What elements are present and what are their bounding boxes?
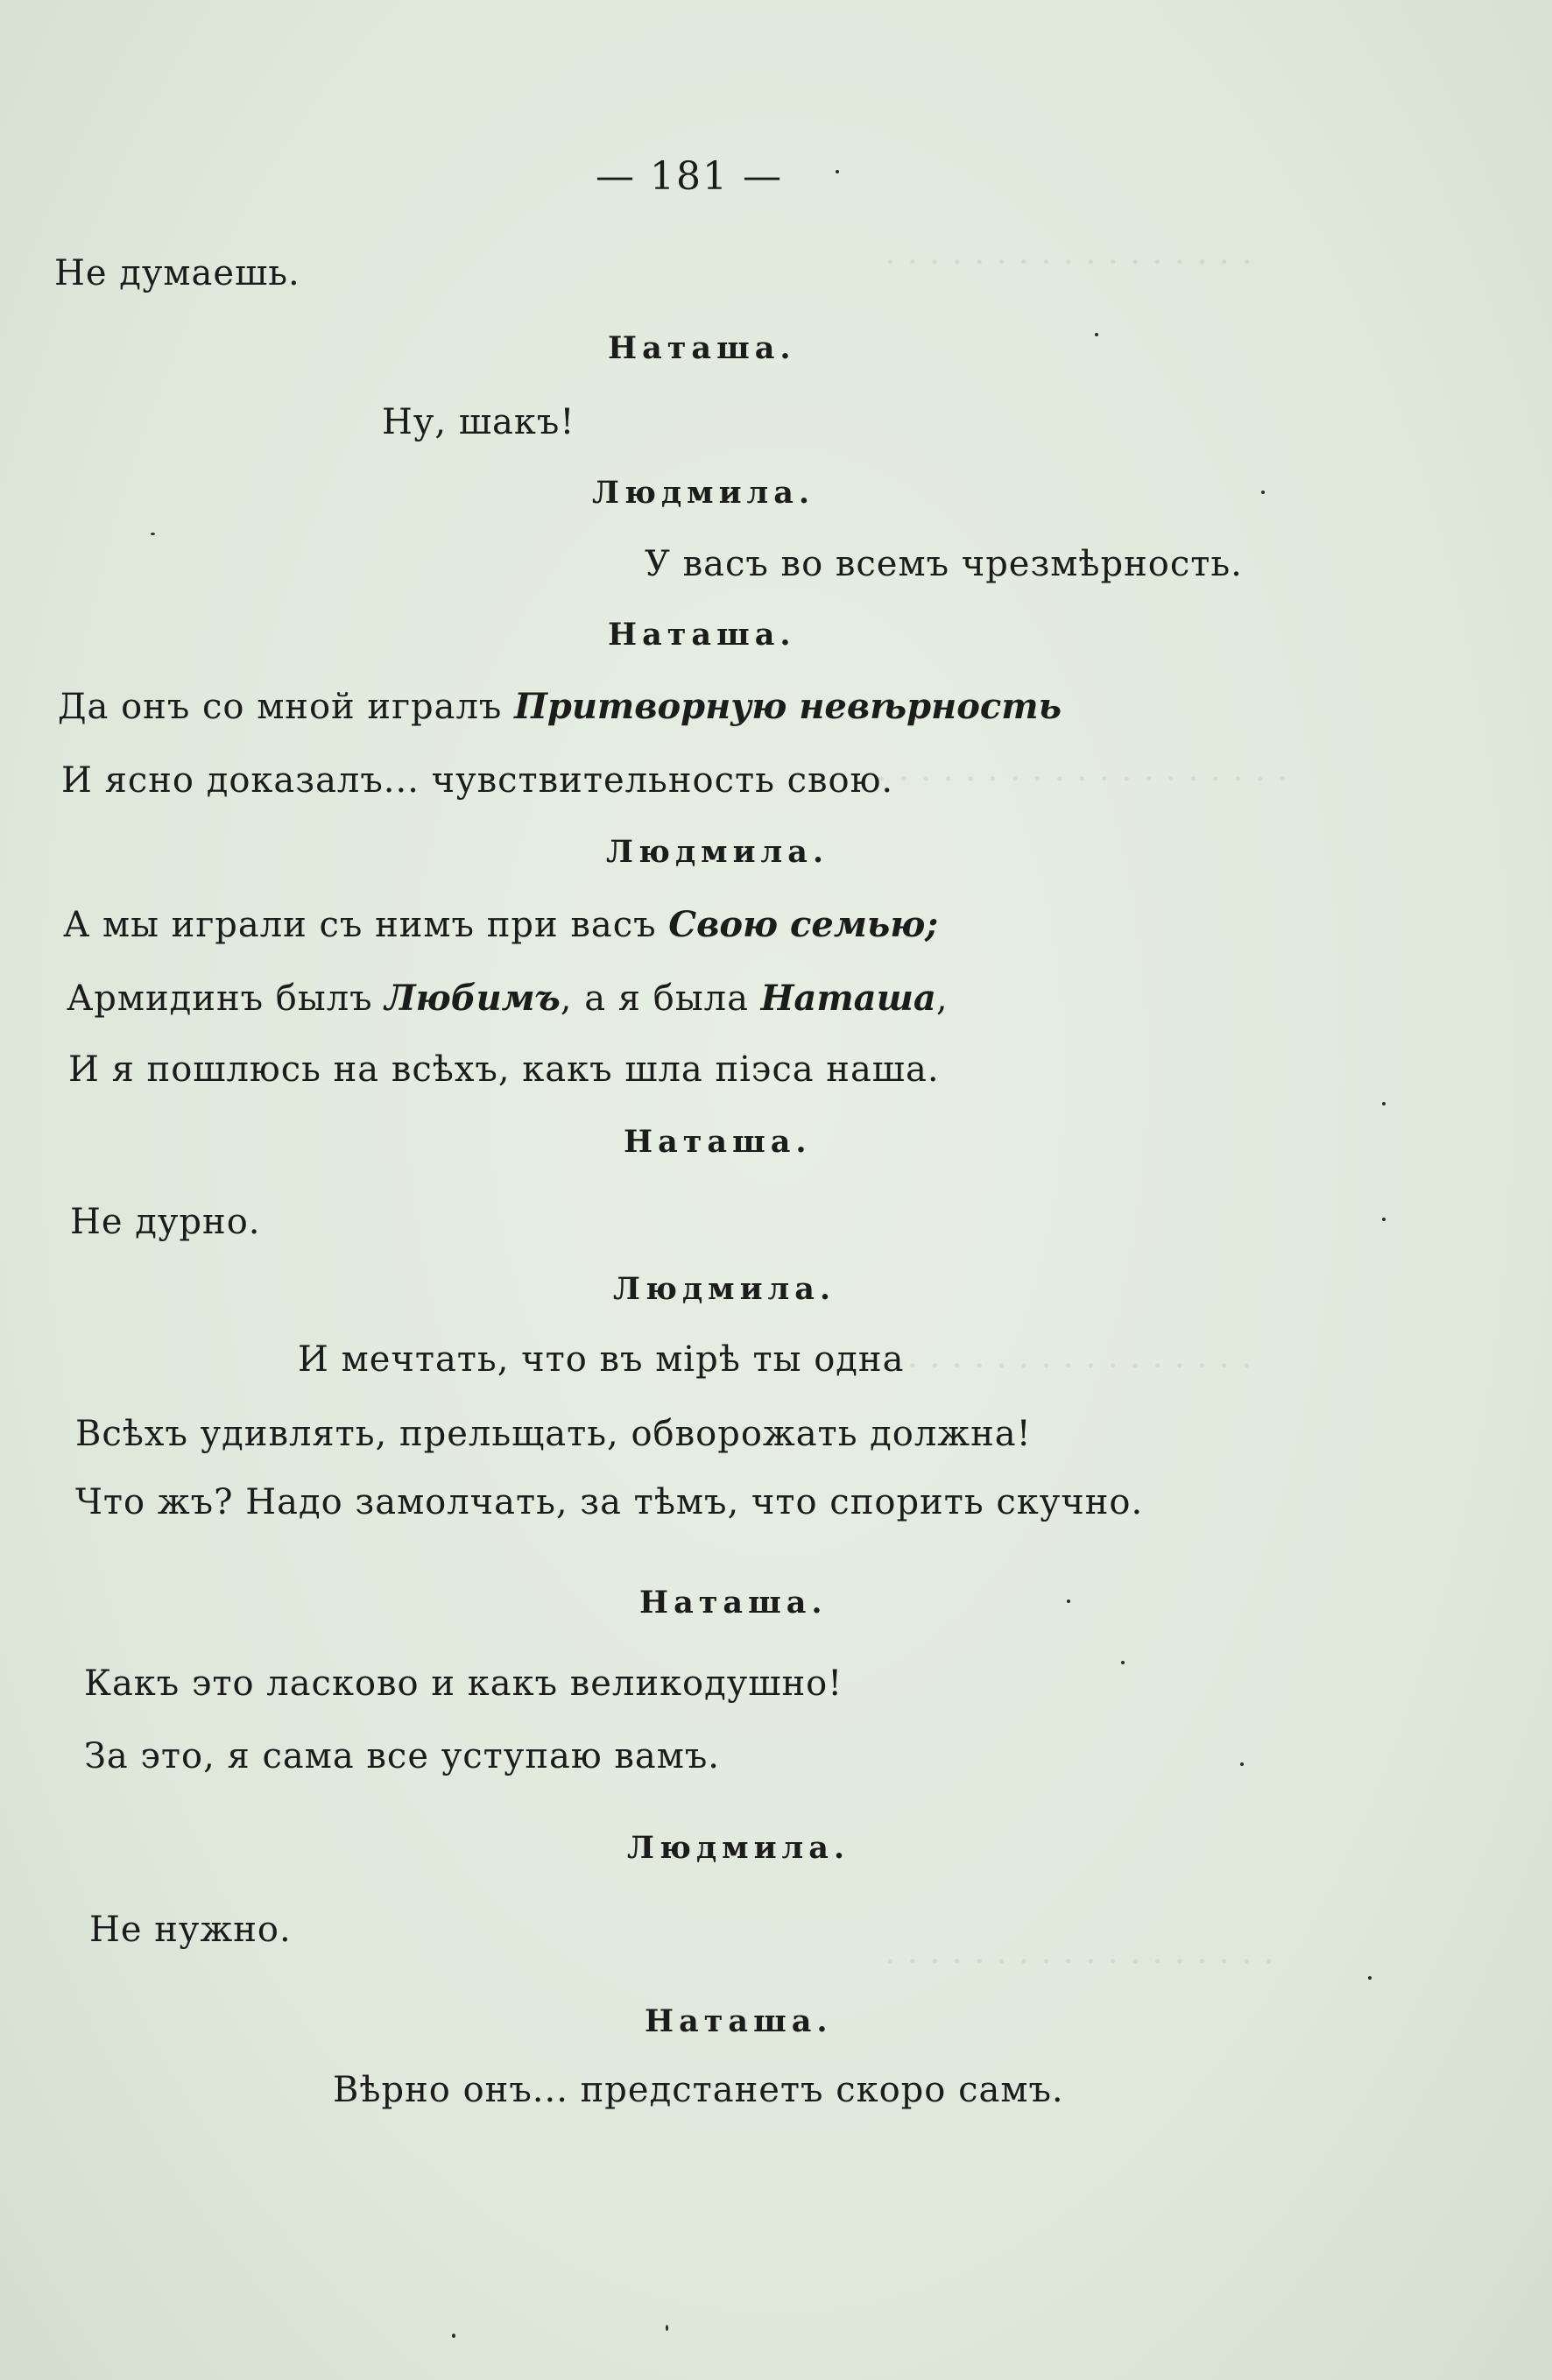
verse-line: У васъ во всемъ чрезмѣрность. bbox=[645, 544, 1243, 584]
speaker-name: Наташа. bbox=[645, 2003, 833, 2039]
verse-text: , bbox=[935, 978, 949, 1019]
verse-line: Что жъ? Надо замолчать, за тѣмъ, что спорить скучно. bbox=[75, 1482, 1144, 1522]
speaker-name: Наташа. bbox=[608, 617, 796, 653]
verse-emphasis: Свою семью; bbox=[668, 904, 939, 945]
verse-line: И мечтать, что въ мірѣ ты одна bbox=[298, 1339, 905, 1380]
verse-line: Ну, шакъ! bbox=[382, 402, 575, 442]
paper-speck bbox=[1095, 333, 1098, 336]
paper-speck bbox=[836, 170, 839, 173]
verse-line: Не думаешь. bbox=[54, 253, 300, 293]
verse-text: А мы играли съ нимъ при васъ bbox=[63, 905, 669, 945]
verse-line bbox=[63, 904, 939, 945]
paper-speck bbox=[1382, 1218, 1386, 1221]
page-number: — 181 — bbox=[596, 154, 783, 199]
paper-speck bbox=[1382, 1102, 1386, 1105]
paper-speck bbox=[666, 2325, 668, 2331]
verse-line: Не дурно. bbox=[70, 1202, 261, 1242]
verse-text: Армидинъ былъ bbox=[67, 978, 385, 1019]
verse-line bbox=[58, 686, 1062, 727]
speaker-name: Наташа. bbox=[639, 1585, 828, 1621]
paper-speck bbox=[1121, 1661, 1125, 1664]
show-through-line: · · · · · · · · · · · · · · · · · bbox=[885, 243, 1252, 283]
verse-line bbox=[67, 978, 949, 1019]
speaker-name: Людмила. bbox=[613, 1271, 836, 1307]
paper-speck bbox=[1368, 1976, 1372, 1980]
verse-emphasis: Любимъ bbox=[384, 978, 561, 1019]
verse-line: За это, я сама все уступаю вамъ. bbox=[84, 1736, 721, 1776]
verse-line: Какъ это ласково и какъ великодушно! bbox=[84, 1663, 843, 1704]
speaker-name: Людмила. bbox=[627, 1830, 850, 1866]
paper-speck bbox=[1067, 1600, 1070, 1603]
show-through-line: · · · · · · · · · · · · · · · · · · bbox=[885, 1942, 1275, 1982]
verse-line: И ясно доказалъ... чувствительность свою. bbox=[61, 760, 894, 801]
speaker-name: Людмила. bbox=[606, 834, 829, 870]
paper-speck bbox=[1261, 491, 1265, 494]
show-through-line: · · · · · · · · · · · · · · · · · · · bbox=[876, 759, 1288, 800]
paper-speck bbox=[1240, 1762, 1244, 1766]
paper-speck bbox=[151, 533, 155, 535]
speaker-name: Людмила. bbox=[592, 475, 815, 511]
verse-emphasis: Притворную невѣрность bbox=[514, 686, 1062, 727]
verse-line: Не нужно. bbox=[89, 1910, 292, 1950]
verse-emphasis: Наташа bbox=[760, 978, 936, 1019]
verse-line: Всѣхъ удивлять, прельщать, обворожать должна! bbox=[75, 1414, 1032, 1454]
speaker-name: Наташа. bbox=[624, 1124, 812, 1160]
paper-speck bbox=[452, 2334, 455, 2338]
speaker-name: Наташа. bbox=[608, 330, 796, 366]
verse-text: Да онъ со мной игралъ bbox=[58, 687, 515, 727]
verse-line: Вѣрно онъ... предстанетъ скоро самъ. bbox=[333, 2070, 1064, 2110]
show-through-line: · · · · · · · · · · · · · · · · · bbox=[885, 1346, 1252, 1387]
verse-text: , а я была bbox=[560, 978, 761, 1019]
verse-line: И я пошлюсь на всѣхъ, какъ шла піэса наша. bbox=[68, 1049, 940, 1090]
